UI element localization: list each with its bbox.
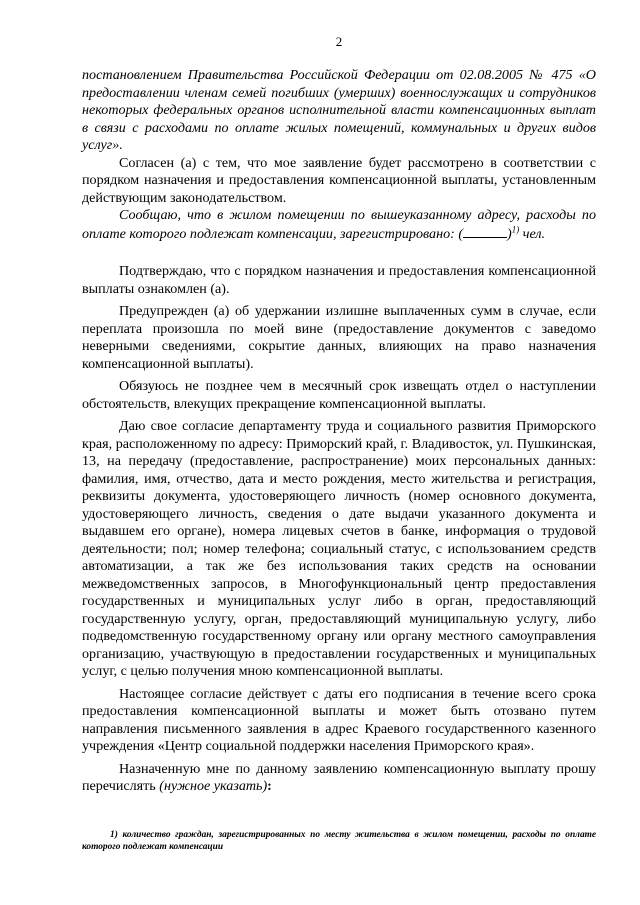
page-number: 2 bbox=[335, 34, 343, 49]
footnote-ref: 1) bbox=[511, 223, 520, 234]
paragraph-warned: Предупрежден (а) об удержании излишне выплаченных сумм в случае, если переплата произошла по моей вине (предоставление документов с заведомо неверными сведениями, сокрытие данных, влияющих на право назначения компенсационной выплаты). bbox=[82, 303, 596, 372]
registered-text: Сообщаю, что в жилом помещении по вышеуказанному адресу, расходы по оплате которого подлежат компенсации, зарегистрировано: ( bbox=[82, 207, 596, 242]
paragraph-registered bbox=[82, 207, 596, 243]
document-page bbox=[82, 34, 596, 796]
paragraph-consent-review: Согласен (а) с тем, что мое заявление будет рассмотрено в соответствии с порядком назначения и предоставления компенсационной выплаты, установленным действующим законодательством. bbox=[82, 154, 596, 206]
paragraph-confirm: Подтверждаю, что с порядком назначения и предоставления компенсационной выплаты ознакомлен (а). bbox=[82, 263, 596, 297]
registered-count-field[interactable] bbox=[463, 225, 507, 238]
paragraph-transfer bbox=[82, 761, 596, 796]
transfer-hint: (нужное указать) bbox=[159, 778, 268, 794]
paragraph-personal-data-consent: Даю свое согласие департаменту труда и социального развития Приморского края, расположенному по адресу: Приморский край, г. Владивосток, ул. Пушкинская, 13, на передачу (предоставление, распространение) моих персональных данных: фамилия, имя, отчество, дата и место рождения, место жительства и регистрация, реквизиты документа, удостоверяющего личность (номер основного документа, удостоверяющего личность, сведения о дате выдачи указанного документа и выдавшем его органе), номера лицевых счетов в банке, информация о трудовой деятельности; пол; номер телефона; социальный статус, с использованием средств автоматизации, а так же без использования таких средств на основании межведомственных запросов, в Многофункциональный центр предоставления государственных и муниципальных услуг либо в орган, предоставляющий государственную услугу, орган, предоставляющий муниципальную услугу, либо подведомственную государственному органу или органу местного самоуправления организацию, участвующую в предоставлении государственных и муниципальных услуг, с целью получения мною компенсационной выплаты. bbox=[82, 418, 596, 679]
registered-close: ) bbox=[507, 225, 512, 242]
paragraph-regulation: постановлением Правительства Российской Федерации от 02.08.2005 № 475 «О предоставлении членам семей погибших (умерших) военнослужащих и сотрудников некоторых федеральных органов исполнительной власти компенсационных выплат в связи с расходами по оплате жилых помещений, коммунальных и других видов услуг». bbox=[82, 67, 596, 153]
transfer-text: Назначенную мне по данному заявлению компенсационную выплату прошу перечислять bbox=[82, 760, 596, 794]
footnote: 1) количество граждан, зарегистрированных по месту жительства в жилом помещении, расходы по оплате которого подлежат компенсации bbox=[82, 830, 596, 852]
paragraph-obligation: Обязуюсь не позднее чем в месячный срок извещать отдел о наступлении обстоятельств, влекущих прекращение компенсационной выплаты. bbox=[82, 378, 596, 412]
paragraph-consent-validity: Настоящее согласие действует с даты его подписания в течение всего срока предоставления компенсационной выплаты и может быть отозвано путем направления письменного заявления в адрес Краевого государственного казенного учреждения «Центр социальной поддержки населения Приморского края». bbox=[82, 685, 596, 754]
transfer-colon: : bbox=[267, 778, 272, 794]
registered-unit: чел. bbox=[522, 225, 546, 242]
